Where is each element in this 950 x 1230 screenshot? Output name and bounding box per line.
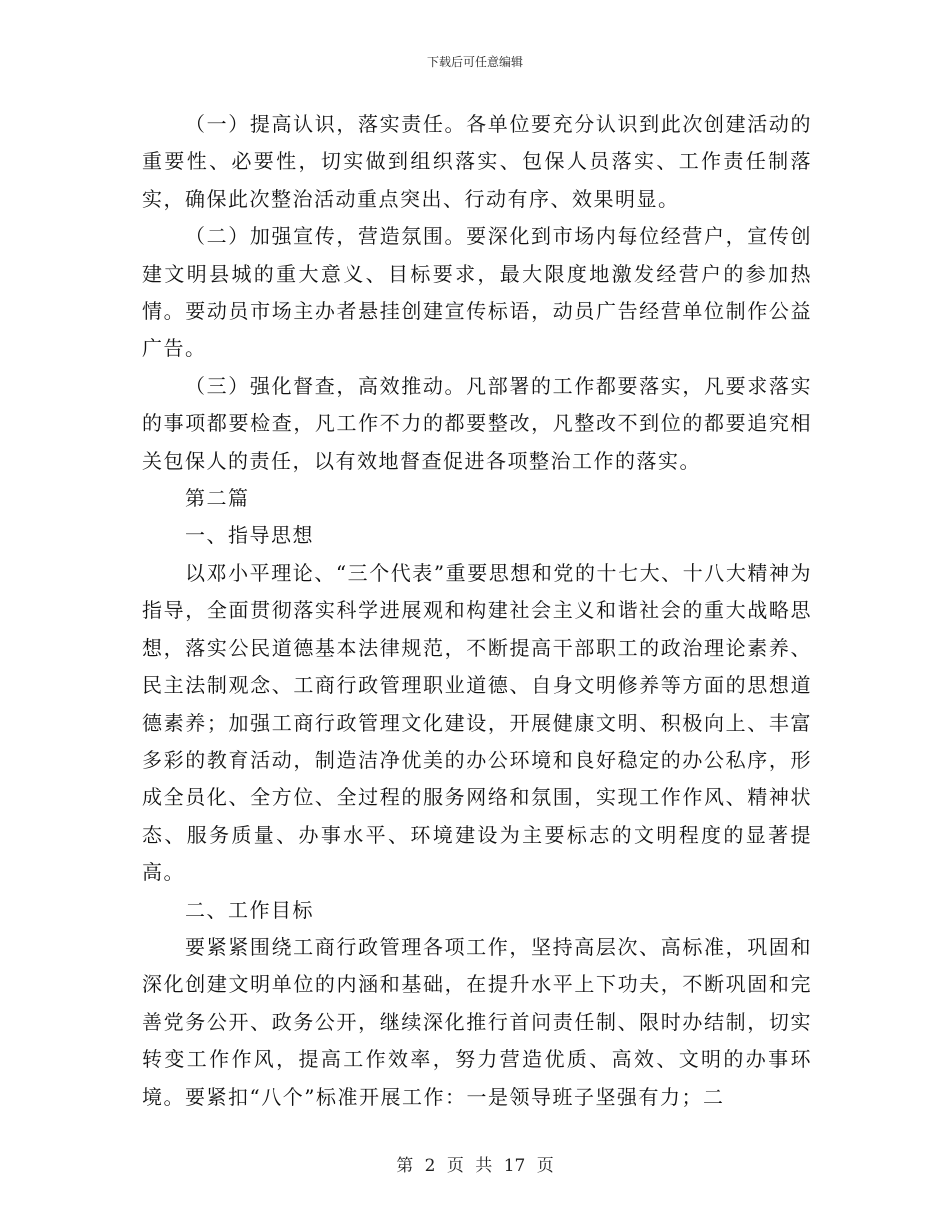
paragraph-supervision: （三）强化督查，高效推动。凡部署的工作都要落实，凡要求落实的事项都要检查，凡工作不力的都要整改，凡整改不到位的都要追究相关包保人的责任，以有效地督查促进各项整治工作的落实。 [142, 373, 812, 473]
section-title-part-two: 第二篇 [185, 486, 250, 511]
page-number: 第 2 页 共 17 页 [396, 1156, 554, 1176]
document-body [142, 106, 812, 1116]
paragraph-guiding-ideology: 以邓小平理论、“三个代表”重要思想和党的十七大、十八大精神为指导，全面贯彻落实科学进展观和构建社会主义和谐社会的重大战略思想，落实公民道德基本法律规范，不断提高干部职工的政治理论素养、民主法制观念、工商行政管理职业道德、自身文明修养等方面的思想道德素养；加强工商行政管理文化建设，开展健康文明、积极向上、丰富多彩的教育活动，制造洁净优美的办公环境和良好稳定的办公私序，形成全员化、全方位、全过程的服务网络和氛围，实现工作作风、精神状态、服务质量、办事水平、环境建设为主要标志的文明程度的显著提高。 [142, 560, 812, 885]
page-header: 下载后可任意编辑 [426, 55, 523, 69]
heading-guiding-ideology: 一、指导思想 [185, 523, 314, 548]
paragraph-publicity: （二）加强宣传，营造氛围。要深化到市场内每位经营户，宣传创建文明县城的重大意义、目标要求，最大限度地激发经营户的参加热情。要动员市场主办者悬挂创建宣传标语，动员广告经营单位制作公益广告。 [142, 224, 812, 361]
heading-work-goals: 二、工作目标 [185, 897, 314, 922]
paragraph-work-goals: 要紧紧围绕工商行政管理各项工作，坚持高层次、高标准，巩固和深化创建文明单位的内涵和基础，在提升水平上下功夫，不断巩固和完善党务公开、政务公开，继续深化推行首问责任制、限时办结制，切实转变工作作风，提高工作效率，努力营造优质、高效、文明的办事环境。要紧扣“八个”标准开展工作：一是领导班子坚强有力；二 [142, 934, 812, 1109]
paragraph-raise-awareness: （一）提高认识，落实责任。各单位要充分认识到此次创建活动的重要性、必要性，切实做到组织落实、包保人员落实、工作责任制落实，确保此次整治活动重点突出、行动有序、效果明显。 [142, 112, 812, 211]
